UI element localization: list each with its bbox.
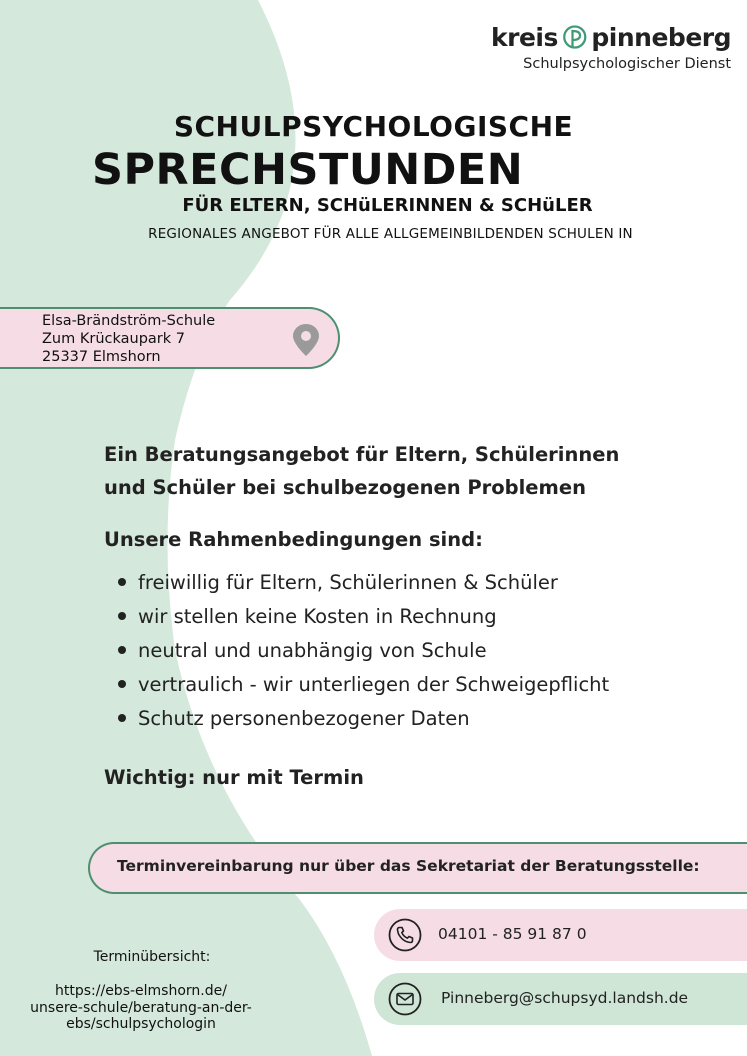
appointment-overview (0, 949, 282, 1033)
list-item (118, 600, 609, 634)
heading-line1: SCHULPSYCHOLOGISCHE (173, 110, 574, 143)
intro-line1: Ein Beratungsangebot für Eltern, Schülerinnen (104, 443, 620, 466)
address-lines (42, 312, 215, 366)
bullet-dot-icon (118, 612, 126, 620)
appointment-text: Terminvereinbarung nur über das Sekretariat der Beratungsstelle: (117, 857, 700, 875)
intro-text (104, 438, 619, 504)
address-school: Elsa-Brändström-Schule (42, 313, 216, 329)
overview-url[interactable] (0, 983, 282, 1033)
overview-url-line2: unsere-schule/beratung-an-der- (30, 999, 252, 1016)
address-street: Zum Krückaupark 7 (42, 331, 185, 347)
overview-url-line3: ebs/schulpsychologin (66, 1016, 216, 1032)
overview-url-line1: https://ebs-elmshorn.de/ (55, 983, 227, 999)
logo (491, 20, 731, 72)
intro-line2: und Schüler bei schulbezogenen Problemen (104, 476, 586, 499)
map-pin-icon (291, 323, 321, 357)
logo-word-pinneberg: pinneberg (591, 22, 731, 52)
list-item (118, 702, 609, 736)
heading-audience: FÜR ELTERN, SCHüLERINNEN & SCHüLER (182, 195, 593, 216)
heading-regional: REGIONALES ANGEBOT FÜR ALLE ALLGEMEINBILDENDEN SCHULEN IN (148, 226, 633, 242)
email-address: Pinneberg@schupsyd.landsh.de (441, 989, 689, 1007)
bullet-dot-icon (118, 680, 126, 688)
logo-subtitle: Schulpsychologischer Dienst (523, 56, 731, 72)
mail-icon (388, 982, 422, 1016)
phone-contact[interactable] (374, 909, 747, 961)
list-item (118, 634, 609, 668)
overview-label: Terminübersicht: (93, 949, 211, 965)
list-item-text: Schutz personenbezogener Daten (138, 707, 470, 730)
logo-word-kreis: kreis (491, 22, 558, 52)
logo-wordmark (491, 20, 731, 54)
appointment-banner (88, 842, 747, 894)
important-note: Wichtig: nur mit Termin (104, 766, 364, 789)
list-item-text: neutral und unabhängig von Schule (138, 639, 487, 662)
phone-number: 04101 - 85 91 87 0 (438, 925, 587, 943)
conditions-list (118, 566, 609, 736)
bullet-dot-icon (118, 714, 126, 722)
bullet-dot-icon (118, 578, 126, 586)
phone-icon (388, 918, 422, 952)
address-city: 25337 Elmshorn (42, 349, 161, 365)
email-contact[interactable] (374, 973, 747, 1025)
list-item-text: vertraulich - wir unterliegen der Schweigepflicht (138, 673, 610, 696)
address-box (0, 307, 340, 369)
kreis-pinneberg-logo-icon (562, 20, 588, 54)
list-item (118, 566, 609, 600)
list-item-text: freiwillig für Eltern, Schülerinnen & Schüler (138, 571, 558, 594)
list-item (118, 668, 609, 702)
conditions-title: Unsere Rahmenbedingungen sind: (104, 528, 483, 551)
list-item-text: wir stellen keine Kosten in Rechnung (138, 605, 497, 628)
heading-title: SPRECHSTUNDEN (92, 145, 524, 195)
bullet-dot-icon (118, 646, 126, 654)
